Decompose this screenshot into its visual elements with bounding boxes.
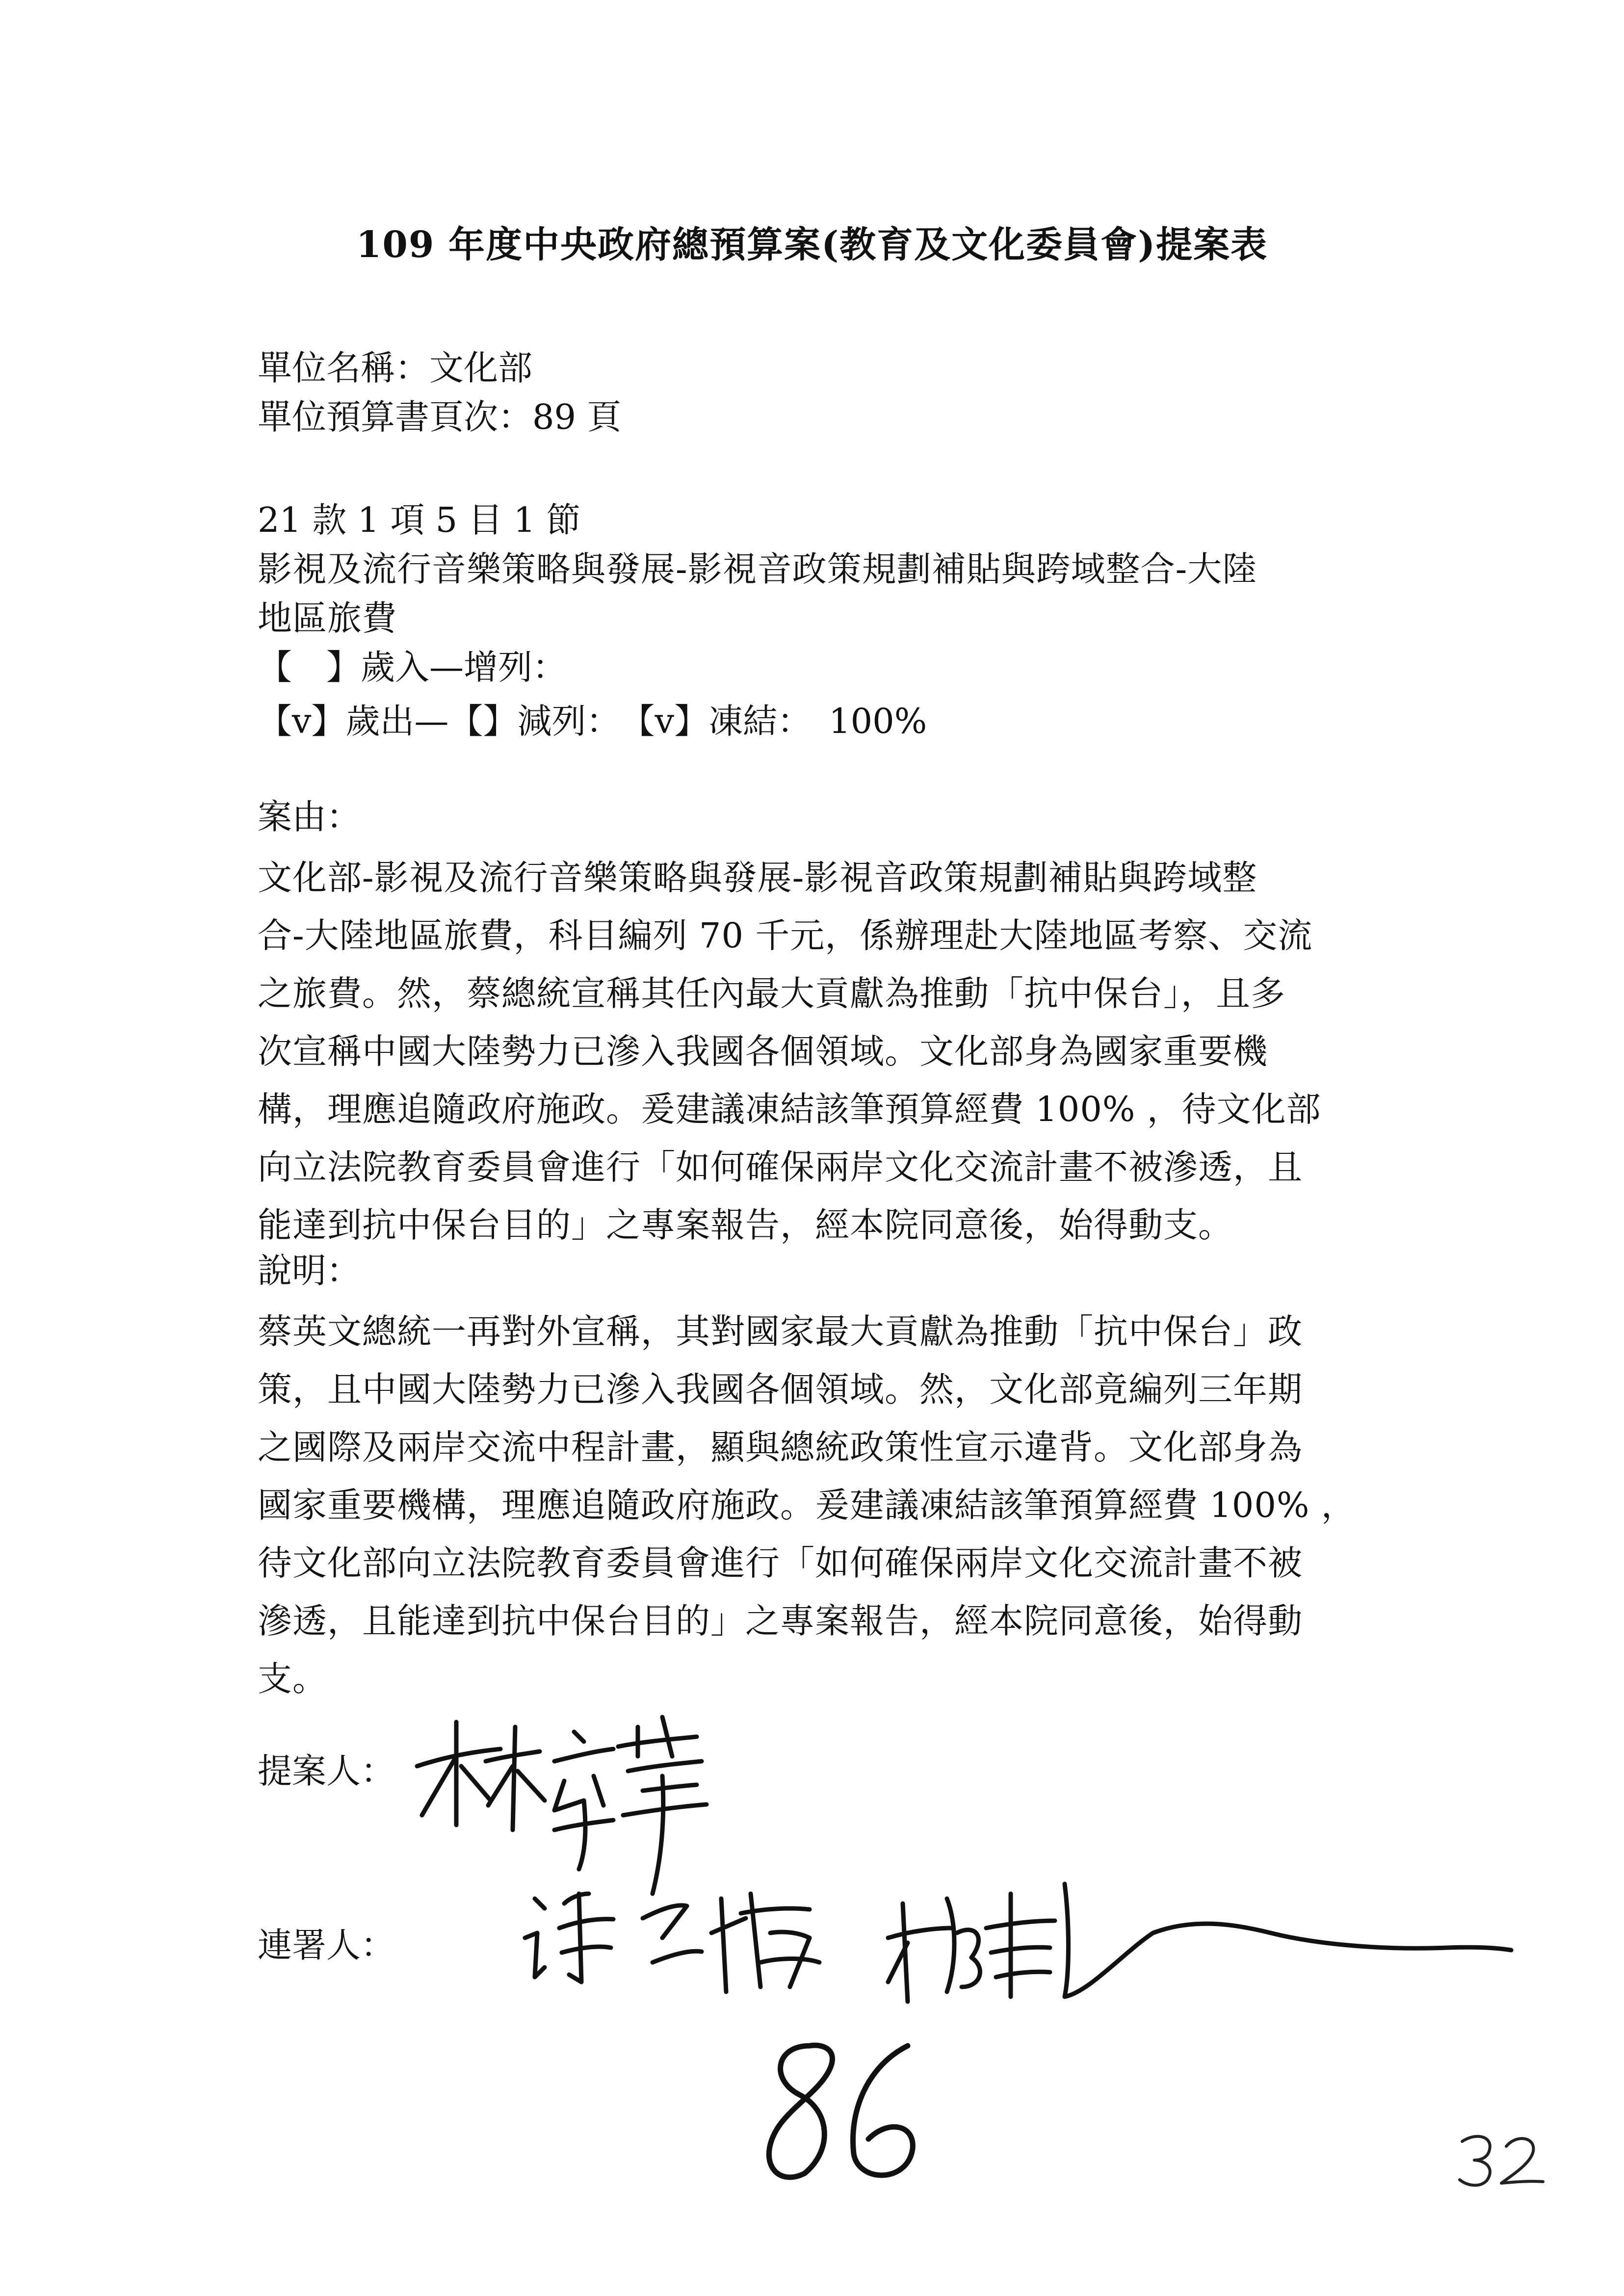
item-code: 21 款 1 項 5 目 1 節	[258, 500, 581, 540]
reason-body	[258, 849, 1415, 1254]
explanation-line: 蔡英文總統一再對外宣稱，其對國家最大貢獻為推動「抗中保台」政	[258, 1311, 1303, 1352]
reason-line: 之旅費。然，蔡總統宣稱其任內最大貢獻為推動「抗中保台」，且多	[258, 973, 1285, 1014]
explanation-line: 國家重要機構，理應追隨政府施政。爰建議凍結該筆預算經費 100% ，	[258, 1485, 1356, 1525]
page-number	[1452, 2127, 1550, 2191]
reason-line: 次宣稱中國大陸勢力已滲入我國各個領域。文化部身為國家重要機	[258, 1031, 1268, 1071]
cosigner-label: 連署人：	[258, 1925, 395, 1965]
explanation-line: 之國際及兩岸交流中程計畫，顯與總統政策性宣示違背。文化部身為	[258, 1427, 1303, 1467]
handwritten-number	[746, 2026, 942, 2193]
reason-heading: 案由：	[258, 797, 361, 837]
item-name-line: 地區旅費	[258, 598, 397, 638]
item-name	[258, 545, 1415, 643]
reason-line: 文化部-影視及流行音樂策略與發展-影視音政策規劃補貼與跨域整	[258, 858, 1257, 898]
budget-page: 單位預算書頁次：89 頁	[258, 397, 622, 437]
cosigner-signature	[515, 1864, 1521, 2070]
reason-line: 構，理應追隨政府施政。爰建議凍結該筆預算經費 100% ，待文化部	[258, 1089, 1321, 1129]
explanation-heading: 說明：	[258, 1251, 361, 1291]
explanation-line: 支。	[258, 1659, 327, 1699]
reason-line: 向立法院教育委員會進行「如何確保兩岸文化交流計畫不被滲透，且	[258, 1147, 1303, 1187]
unit-name: 單位名稱：文化部	[258, 348, 532, 388]
proposer-label: 提案人：	[258, 1751, 395, 1791]
document-title: 109 年度中央政府總預算案(教育及文化委員會)提案表	[356, 224, 1268, 266]
reason-line: 能達到抗中保台目的」之專案報告，經本院同意後，始得動支。	[258, 1205, 1233, 1245]
explanation-body	[258, 1303, 1415, 1708]
explanation-line: 策，且中國大陸勢力已滲入我國各個領域。然，文化部竟編列三年期	[258, 1369, 1303, 1409]
expense-line: 【v】歲出—【】減列： 【v】凍結： 100%	[258, 701, 927, 741]
revenue-line: 【 】歲入—增列：	[258, 647, 567, 687]
explanation-line: 滲透，且能達到抗中保台目的」之專案報告，經本院同意後，始得動	[258, 1601, 1303, 1641]
item-name-line: 影視及流行音樂策略與發展-影視音政策規劃補貼與跨域整合-大陸	[258, 549, 1257, 589]
reason-line: 合-大陸地區旅費，科目編列 70 千元，係辦理赴大陸地區考察、交流	[258, 915, 1313, 956]
explanation-line: 待文化部向立法院教育委員會進行「如何確保兩岸文化交流計畫不被	[258, 1543, 1303, 1583]
